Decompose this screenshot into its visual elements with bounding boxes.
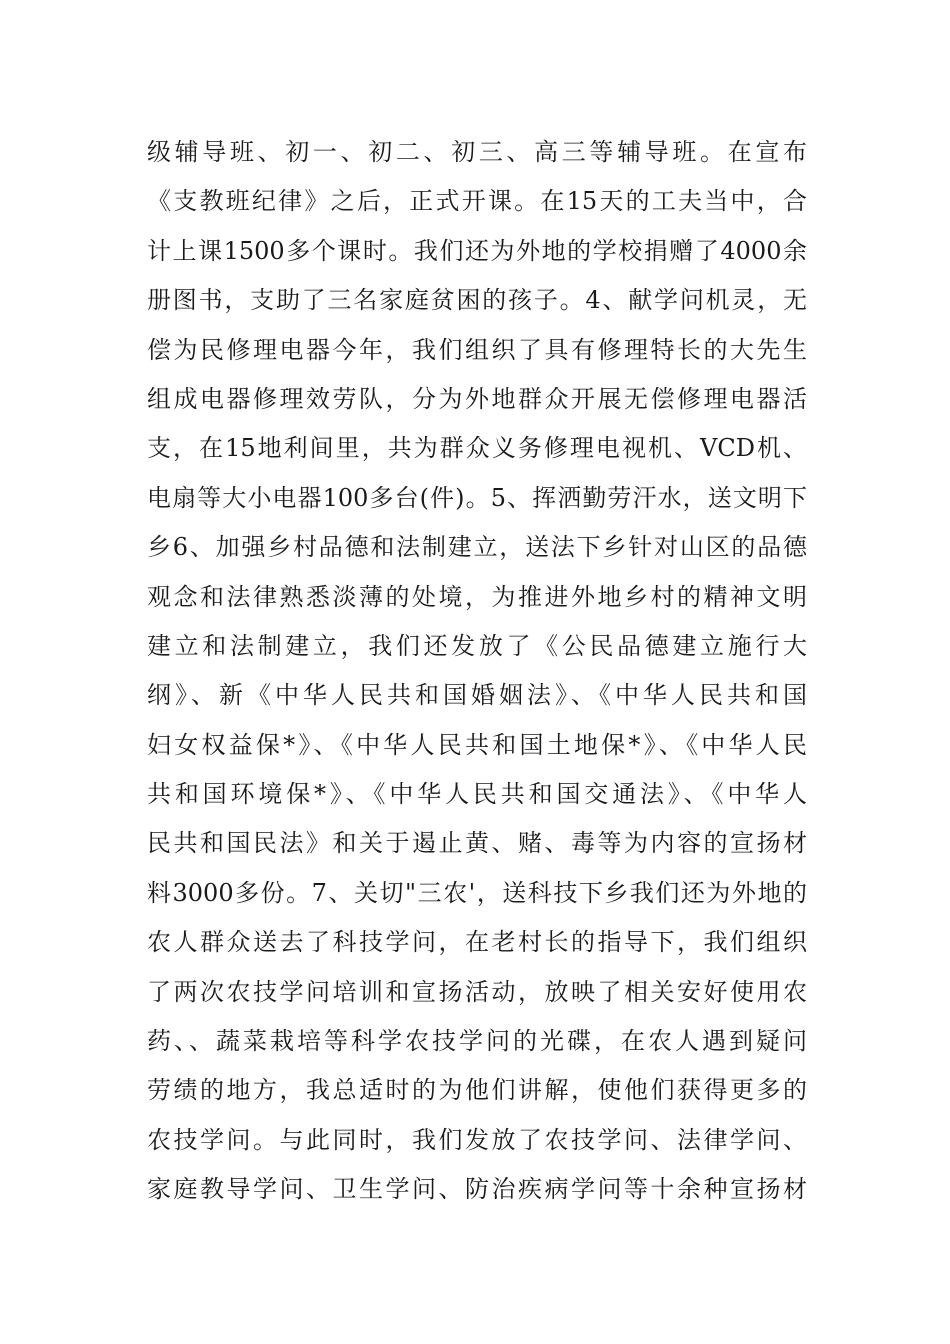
text-line: 农技学问。与此同时，我们发放了农技学问、法律学问、 <box>147 1125 807 1154</box>
text-line: 妇女权益保*》、《中华人民共和国土地保*》、《中华人民 <box>147 730 807 759</box>
body-text <box>147 128 807 1215</box>
text-line: 建立和法制建立，我们还发放了《公民品德建立施行大 <box>147 631 807 660</box>
text-line: 民共和国民法》和关于遏止黄、赌、毒等为内容的宣扬材 <box>147 829 807 858</box>
text-line: 料3000多份。7、关切"三农'，送科技下乡我们还为外地的 <box>147 878 807 907</box>
text-line: 了两次农技学问培训和宣扬活动，放映了相关安好使用农 <box>147 977 807 1006</box>
text-line: 电扇等大小电器100多台(件)。5、挥洒勤劳汗水，送文明下 <box>147 483 807 512</box>
text-line: 乡6、加强乡村品德和法制建立，送法下乡针对山区的品德 <box>147 533 807 562</box>
text-line: 观念和法律熟悉淡薄的处境，为推进外地乡村的精神文明 <box>147 582 807 611</box>
text-line: 支，在15地利间里，共为群众义务修理电视机、VCD机、 <box>147 434 807 463</box>
text-line: 纲》、新《中华人民共和国婚姻法》、《中华人民共和国 <box>147 681 807 710</box>
text-line: 组成电器修理效劳队，分为外地群众开展无偿修理电器活 <box>147 384 807 413</box>
text-line: 劳绩的地方，我总适时的为他们讲解，使他们获得更多的 <box>147 1076 807 1105</box>
text-line: 册图书，支助了三名家庭贫困的孩子。4、献学问机灵，无 <box>147 286 807 315</box>
text-line: 农人群众送去了科技学问，在老村长的指导下，我们组织 <box>147 928 807 957</box>
text-line: 《支教班纪律》之后，正式开课。在15天的工夫当中，合 <box>147 187 807 216</box>
text-line: 级辅导班、初一、初二、初三、高三等辅导班。在宣布 <box>147 138 807 166</box>
text-line: 计上课1500多个课时。我们还为外地的学校捐赠了4000余 <box>147 236 807 265</box>
text-line: 家庭教导学问、卫生学问、防治疾病学问等十余种宣扬材 <box>147 1175 807 1204</box>
text-line: 偿为民修理电器今年，我们组织了具有修理特长的大先生 <box>147 335 807 364</box>
text-line: 药、、蔬菜栽培等科学农技学问的光碟，在农人遇到疑问 <box>147 1027 807 1056</box>
text-line: 共和国环境保*》、《中华人民共和国交通法》、《中华人 <box>147 780 807 809</box>
